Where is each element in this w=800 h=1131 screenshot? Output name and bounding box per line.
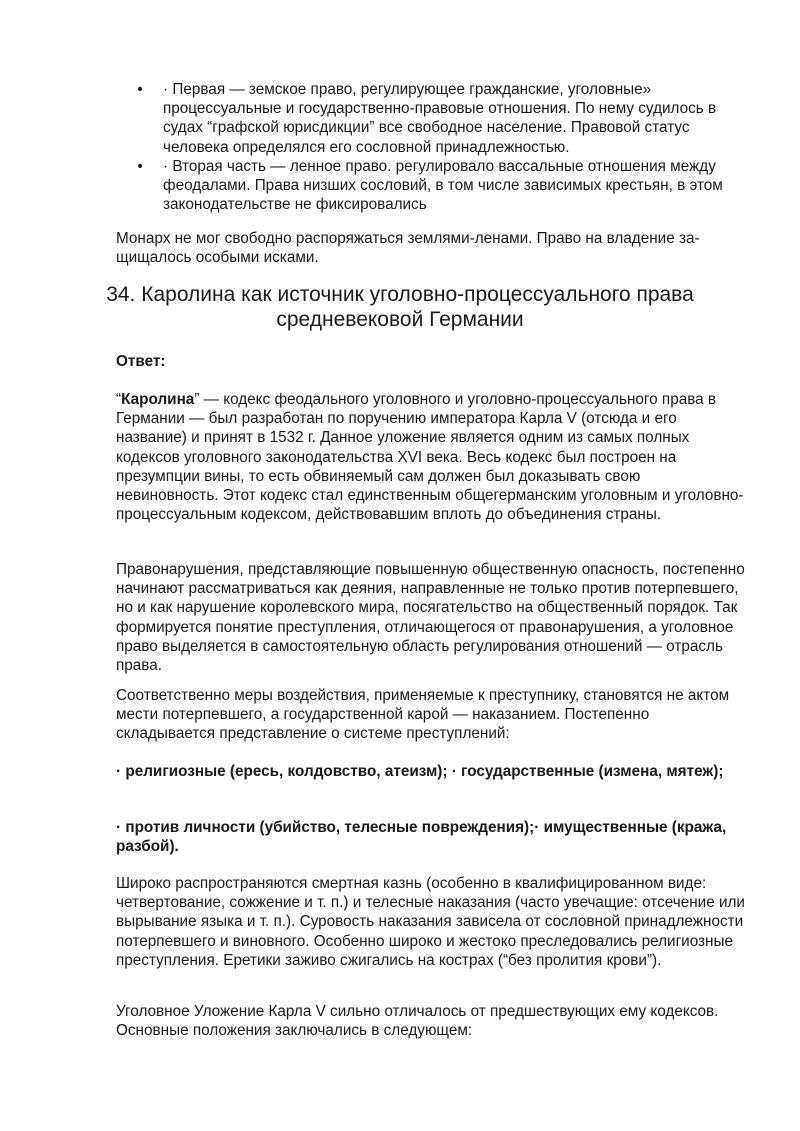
list-item <box>0 80 743 157</box>
bullet-list <box>0 80 800 214</box>
paragraph-carolina <box>116 390 746 524</box>
list-item <box>0 157 743 215</box>
paragraph-measures: Соответственно меры воздействия, применяемые к преступнику, становятся не актом мести потерпевшего, а государственной карой — наказанием. Постепенно складывается представление о системе преступлений: <box>116 687 730 743</box>
bullet-marker: • <box>137 81 143 98</box>
carolina-definition: ” — кодекс феодального уголовного и уголовно-процессуального права в Германии — был разработан по поручению императора Карла V (отсюда и его название) и принят в 1532 г. Данное уложение является одним из самых полных кодексов уголовного законодательства XVI века. Весь кодекс был построен на презумпции вины, то есть обвиняемый сам должен был доказывать свою невиновность. Этот кодекс стал единственным общегерманским уголовным и уголовно-процессуальным кодексом, действовавшим вплоть до объединения страны. <box>116 391 744 524</box>
paragraph-offenses: Правонарушения, представляющие повышенную общественную опасность, постепенно начинают рассматриваться как деяния, направленные не только против потерпевшего, но и как нарушение королевского мира, посягательство на общественный порядок. Так формируется понятие преступления, отличающегося от правонарушения, а уголовное право выделяется в самостоятельную область регулирования отношений — отрасль права. <box>116 561 745 675</box>
carolina-term: Каролина <box>121 391 195 408</box>
list-item-text: · Первая — земское право, регулирующее гражданские, уголовные» процессуальные и государственно-правовые отношения. По нему судилось в судах “графской юрисдикции” все свободное население. Правовой статус человека определялся его сословной принадлежностью. <box>163 81 717 156</box>
crime-types-line-2: · против личности (убийство, телесные повреждения);· имущественные (кража, разбой). <box>116 819 727 856</box>
quote-open: “ <box>116 391 122 408</box>
list-item-text: · Вторая часть — ленное право. регулировало вассальные отношения между феодалами. Права низших сословий, в том числе зависимых крестьян, в этом законодательстве не фиксировались <box>163 157 723 214</box>
paragraph-punishments: Широко распространяются смертная казнь (особенно в квалифицированном виде: четвертование, сожжение и т. п.) и телесные наказания (часто увечащие: отсечение или вырывание языка и т. п.). Суровость наказания зависела от сословной принадлежности потерпевшего и виновного. Особенно широко и жестоко преследовались религиозные преступления. Еретики заживо сжигались на кострах (“без пролития крови”). <box>116 875 745 969</box>
paragraph-code: Уголовное Уложение Карла V сильно отличалось от предшествующих ему кодексов. Основные положения заключались в следующем: <box>116 1003 719 1040</box>
bullet-marker: • <box>137 157 143 175</box>
answer-label: Ответ: <box>116 353 166 370</box>
paragraph-monarch: Монарх не мог свободно распоряжаться землями-ленами. Право на владение за-щищалось особыми исками. <box>116 230 700 267</box>
crime-types-line-1: · религиозные (ересь, колдовство, атеизм); · государственные (измена, мятеж); <box>116 763 724 780</box>
section-heading: 34. Каролина как источник уголовно-процессуального права средневековой Германии <box>106 283 694 331</box>
